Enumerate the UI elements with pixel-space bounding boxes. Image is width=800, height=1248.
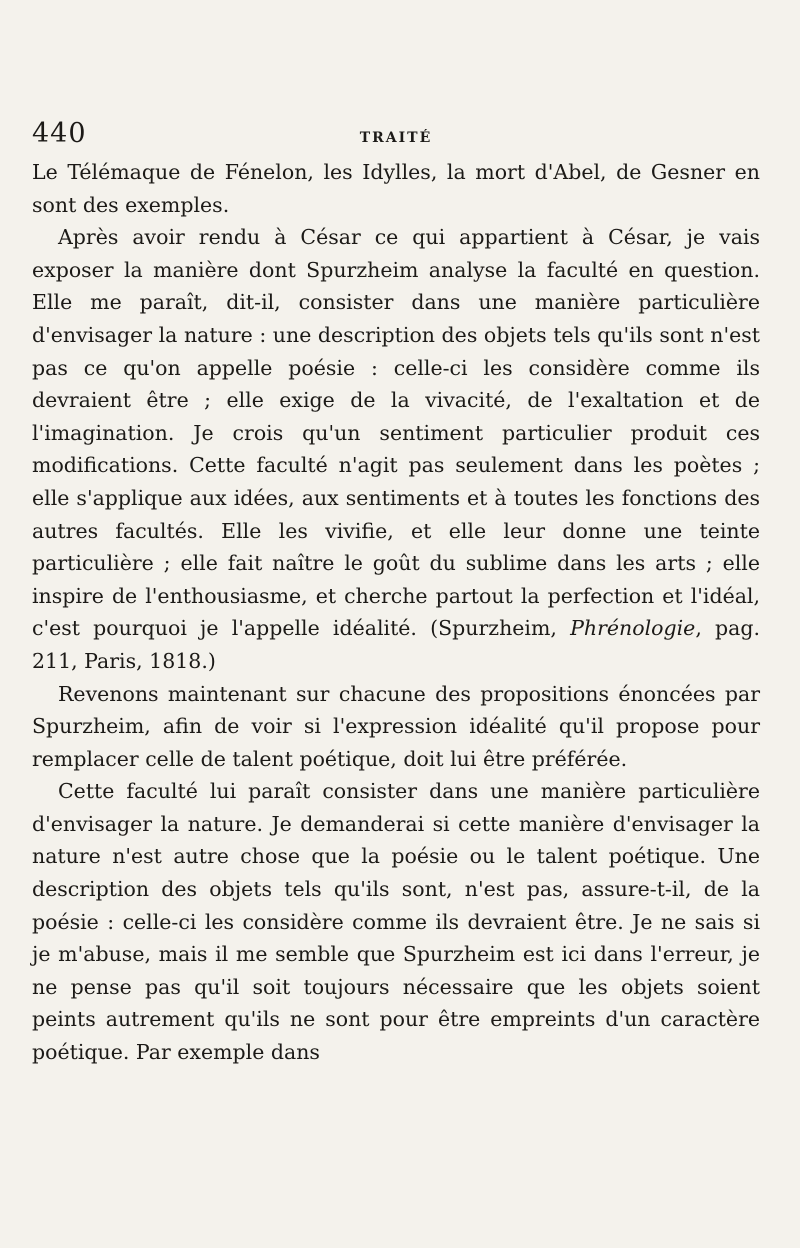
paragraph-4: Cette faculté lui paraît consister dans une manière particulière d'envisager la nature. Je demanderai si cette manière d'envisager la nature n'est autre chose que la poésie ou le talent poétique. Une description des objets tels qu'ils sont, n'est pas, assure-t-il, de la poésie : celle-ci les considère comme ils devraient être. Je ne sais si je m'abuse, mais il me semble que Spurzheim est ici dans l'erreur, je ne pense pas qu'il soit toujours nécessaire que les objets soient peints autrement qu'ils ne sont pour être empreints d'un caractère poétique. Par exemple dans — [32, 779, 760, 1065]
paragraph-2 — [32, 221, 760, 677]
body-text — [32, 156, 760, 1069]
paragraph-2-text: Après avoir rendu à César ce qui appartient à César, je vais exposer la manière dont Spurzheim analyse la faculté en question. Elle me paraît, dit-il, consister dans une manière particulière d'envisager la nature : une description des objets tels qu'ils sont n'est pas ce qu'on appelle poésie : celle-ci les considère comme ils devraient être ; elle exige de la vivacité, de l'exaltation et de l'imagination. Je crois qu'un sentiment particulier produit ces modifications. Cette faculté n'agit pas seulement dans les poètes ; elle s'applique aux idées, aux sentiments et à toutes les fonctions des autres facultés. Elle les vivifie, et elle leur donne une teinte particulière ; elle fait naître le goût du sublime dans les arts ; elle inspire de l'enthousiasme, et cherche partout la perfection et l'idéal, c'est pourquoi je l'appelle idéalité. (Spurzheim, — [32, 225, 760, 641]
paragraph-2-citation: , pag. 211, Paris, 1818.) — [32, 616, 760, 673]
running-head: TRAITÉ — [359, 130, 433, 146]
page-header — [32, 118, 760, 156]
book-title-italic: Phrénologie — [570, 616, 696, 641]
book-page — [32, 118, 760, 1069]
paragraph-1: Le Télémaque de Fénelon, les Idylles, la mort d'Abel, de Gesner en sont des exemples. — [32, 160, 760, 217]
paragraph-3: Revenons maintenant sur chacune des propositions énoncées par Spurzheim, afin de voir si l'expression idéalité qu'il propose pour remplacer celle de talent poétique, doit lui être préférée. — [32, 681, 760, 771]
page-number: 440 — [32, 118, 87, 149]
